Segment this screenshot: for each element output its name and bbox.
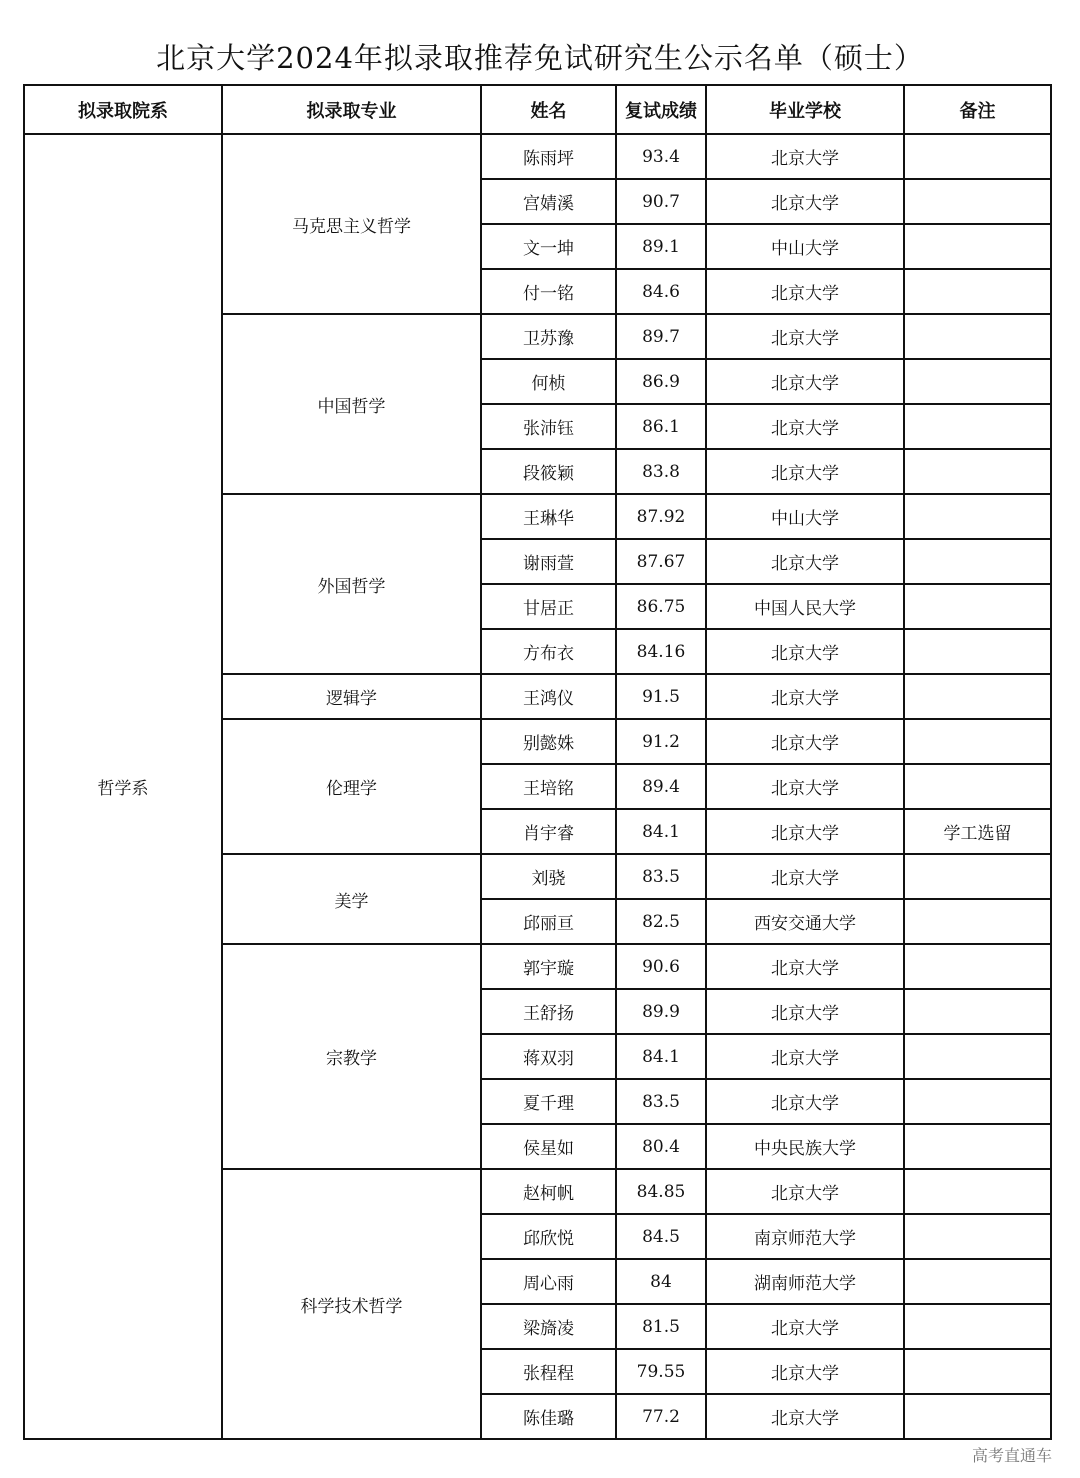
school-cell: 北京大学: [706, 269, 904, 314]
student-name-cell: 周心雨: [481, 1259, 616, 1304]
school-cell: 北京大学: [706, 629, 904, 674]
note-cell: [904, 539, 1051, 584]
school-cell: 北京大学: [706, 539, 904, 584]
school-cell: 北京大学: [706, 764, 904, 809]
student-name-cell: 王琳华: [481, 494, 616, 539]
school-cell: 北京大学: [706, 314, 904, 359]
major-cell: 逻辑学: [222, 674, 481, 719]
student-name-cell: 王鸿仪: [481, 674, 616, 719]
header-major: 拟录取专业: [222, 85, 481, 134]
major-cell: 中国哲学: [222, 314, 481, 494]
score-cell: 83.5: [616, 854, 706, 899]
score-cell: 93.4: [616, 134, 706, 179]
score-cell: 84.85: [616, 1169, 706, 1214]
school-cell: 中国人民大学: [706, 584, 904, 629]
score-cell: 86.9: [616, 359, 706, 404]
school-cell: 北京大学: [706, 944, 904, 989]
table-body: [24, 134, 1051, 1439]
score-cell: 84.6: [616, 269, 706, 314]
note-cell: [904, 1349, 1051, 1394]
score-cell: 89.4: [616, 764, 706, 809]
score-cell: 84.1: [616, 1034, 706, 1079]
note-cell: [904, 1394, 1051, 1439]
note-cell: [904, 449, 1051, 494]
score-cell: 87.92: [616, 494, 706, 539]
student-name-cell: 甘居正: [481, 584, 616, 629]
student-name-cell: 邱丽亘: [481, 899, 616, 944]
major-cell: 外国哲学: [222, 494, 481, 674]
student-name-cell: 蒋双羽: [481, 1034, 616, 1079]
student-name-cell: 何桢: [481, 359, 616, 404]
header-name: 姓名: [481, 85, 616, 134]
score-cell: 84: [616, 1259, 706, 1304]
student-name-cell: 谢雨萱: [481, 539, 616, 584]
score-cell: 81.5: [616, 1304, 706, 1349]
score-cell: 91.2: [616, 719, 706, 764]
admission-table: [23, 84, 1052, 1440]
score-cell: 82.5: [616, 899, 706, 944]
school-cell: 北京大学: [706, 134, 904, 179]
student-name-cell: 王培铭: [481, 764, 616, 809]
note-cell: [904, 269, 1051, 314]
student-name-cell: 肖宇睿: [481, 809, 616, 854]
header-department: 拟录取院系: [24, 85, 222, 134]
school-cell: 北京大学: [706, 359, 904, 404]
student-name-cell: 张沛钰: [481, 404, 616, 449]
note-cell: [904, 1169, 1051, 1214]
score-cell: 80.4: [616, 1124, 706, 1169]
student-name-cell: 陈佳璐: [481, 1394, 616, 1439]
score-cell: 84.5: [616, 1214, 706, 1259]
score-cell: 86.75: [616, 584, 706, 629]
note-cell: [904, 1259, 1051, 1304]
note-cell: [904, 1124, 1051, 1169]
score-cell: 89.7: [616, 314, 706, 359]
note-cell: [904, 404, 1051, 449]
table-header-row: [24, 85, 1051, 134]
school-cell: 北京大学: [706, 1079, 904, 1124]
school-cell: 北京大学: [706, 404, 904, 449]
score-cell: 89.1: [616, 224, 706, 269]
score-cell: 91.5: [616, 674, 706, 719]
score-cell: 89.9: [616, 989, 706, 1034]
student-name-cell: 郭宇璇: [481, 944, 616, 989]
score-cell: 84.16: [616, 629, 706, 674]
school-cell: 北京大学: [706, 179, 904, 224]
note-cell: [904, 1079, 1051, 1124]
school-cell: 北京大学: [706, 674, 904, 719]
major-cell: 宗教学: [222, 944, 481, 1169]
school-cell: 湖南师范大学: [706, 1259, 904, 1304]
note-cell: [904, 1034, 1051, 1079]
note-cell: [904, 1304, 1051, 1349]
school-cell: 北京大学: [706, 1349, 904, 1394]
school-cell: 北京大学: [706, 989, 904, 1034]
school-cell: 北京大学: [706, 719, 904, 764]
school-cell: 中山大学: [706, 224, 904, 269]
score-cell: 83.5: [616, 1079, 706, 1124]
student-name-cell: 刘骁: [481, 854, 616, 899]
note-cell: [904, 1214, 1051, 1259]
score-cell: 90.6: [616, 944, 706, 989]
student-name-cell: 邱欣悦: [481, 1214, 616, 1259]
student-name-cell: 别懿姝: [481, 719, 616, 764]
note-cell: [904, 584, 1051, 629]
school-cell: 北京大学: [706, 1034, 904, 1079]
note-cell: [904, 224, 1051, 269]
watermark-text: 高考直通车: [971, 1446, 1052, 1465]
major-cell: 马克思主义哲学: [222, 134, 481, 314]
note-cell: [904, 944, 1051, 989]
school-cell: 南京师范大学: [706, 1214, 904, 1259]
student-name-cell: 夏千理: [481, 1079, 616, 1124]
note-cell: [904, 674, 1051, 719]
score-cell: 86.1: [616, 404, 706, 449]
score-cell: 84.1: [616, 809, 706, 854]
student-name-cell: 王舒扬: [481, 989, 616, 1034]
header-note: 备注: [904, 85, 1051, 134]
school-cell: 中山大学: [706, 494, 904, 539]
major-cell: 伦理学: [222, 719, 481, 854]
note-cell: [904, 134, 1051, 179]
major-cell: 美学: [222, 854, 481, 944]
school-cell: 北京大学: [706, 1394, 904, 1439]
student-name-cell: 梁旖凌: [481, 1304, 616, 1349]
score-cell: 79.55: [616, 1349, 706, 1394]
score-cell: 87.67: [616, 539, 706, 584]
student-name-cell: 文一坤: [481, 224, 616, 269]
student-name-cell: 宫婧溪: [481, 179, 616, 224]
school-cell: 北京大学: [706, 854, 904, 899]
page-title: 北京大学2024年拟录取推荐免试研究生公示名单（硕士）: [156, 41, 924, 75]
note-cell: [904, 314, 1051, 359]
score-cell: 90.7: [616, 179, 706, 224]
note-cell: [904, 854, 1051, 899]
note-cell: [904, 494, 1051, 539]
note-cell: [904, 359, 1051, 404]
table-row: [24, 134, 1051, 179]
student-name-cell: 段筱颖: [481, 449, 616, 494]
major-cell: 科学技术哲学: [222, 1169, 481, 1439]
school-cell: 北京大学: [706, 449, 904, 494]
note-cell: [904, 764, 1051, 809]
note-cell: [904, 719, 1051, 764]
note-cell: [904, 629, 1051, 674]
note-cell: [904, 989, 1051, 1034]
school-cell: 西安交通大学: [706, 899, 904, 944]
student-name-cell: 张程程: [481, 1349, 616, 1394]
school-cell: 北京大学: [706, 1304, 904, 1349]
student-name-cell: 方布衣: [481, 629, 616, 674]
header-score: 复试成绩: [616, 85, 706, 134]
student-name-cell: 付一铭: [481, 269, 616, 314]
student-name-cell: 卫苏豫: [481, 314, 616, 359]
note-cell: [904, 899, 1051, 944]
student-name-cell: 侯星如: [481, 1124, 616, 1169]
school-cell: 北京大学: [706, 809, 904, 854]
student-name-cell: 赵柯帆: [481, 1169, 616, 1214]
score-cell: 77.2: [616, 1394, 706, 1439]
note-cell: 学工选留: [904, 809, 1051, 854]
department-cell: 哲学系: [24, 134, 222, 1439]
header-school: 毕业学校: [706, 85, 904, 134]
school-cell: 中央民族大学: [706, 1124, 904, 1169]
school-cell: 北京大学: [706, 1169, 904, 1214]
student-name-cell: 陈雨坪: [481, 134, 616, 179]
score-cell: 83.8: [616, 449, 706, 494]
note-cell: [904, 179, 1051, 224]
